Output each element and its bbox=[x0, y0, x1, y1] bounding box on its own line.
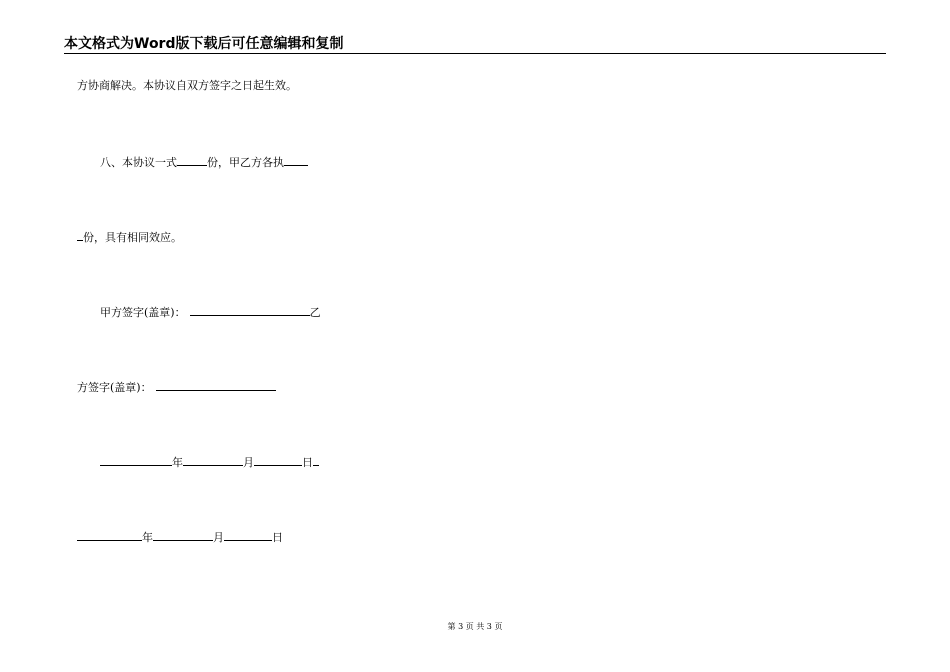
blank-party-b-signature bbox=[156, 379, 276, 391]
body-line-conclusion bbox=[77, 79, 297, 93]
blank-year bbox=[77, 529, 142, 541]
line-text: 日 bbox=[302, 456, 313, 469]
blank-month bbox=[153, 529, 213, 541]
body-line-date-a bbox=[100, 454, 319, 470]
line-text: 年 bbox=[142, 531, 153, 544]
body-line-copies bbox=[100, 154, 308, 170]
line-text: 年 bbox=[172, 456, 183, 469]
body-line-date-b bbox=[77, 529, 283, 545]
line-text: 乙 bbox=[309, 306, 321, 319]
body-line-effect bbox=[77, 229, 182, 245]
blank-party-a-signature bbox=[190, 304, 310, 316]
blank-trailing bbox=[313, 454, 319, 466]
blank-each-holds bbox=[284, 154, 308, 166]
line-text: 份，具有相同效应。 bbox=[83, 231, 182, 244]
blank-month bbox=[183, 454, 243, 466]
line-text: 份，甲乙方各执 bbox=[207, 156, 284, 169]
line-text: 方协商解决。本协议自双方签字之日起生效。 bbox=[77, 79, 297, 92]
blank-year bbox=[100, 454, 172, 466]
line-text: 月 bbox=[213, 531, 224, 544]
header-text: 本文格式为Word版下载后可任意编辑和复制 bbox=[64, 36, 344, 52]
line-text: 甲方签字(盖章)： bbox=[100, 306, 186, 319]
page-number: 第 3 页 共 3 页 bbox=[447, 622, 503, 631]
body-line-party-b-signature bbox=[77, 379, 276, 395]
blank-day bbox=[254, 454, 302, 466]
page-header bbox=[64, 36, 886, 54]
line-text: 日 bbox=[272, 531, 283, 544]
blank-day bbox=[224, 529, 272, 541]
line-text: 月 bbox=[243, 456, 254, 469]
blank-copies-count bbox=[177, 154, 207, 166]
line-text: 八、本协议一式 bbox=[100, 156, 177, 169]
line-text: 方签字(盖章)： bbox=[77, 381, 152, 394]
body-line-party-a-signature bbox=[100, 304, 321, 320]
page-footer bbox=[0, 622, 950, 632]
